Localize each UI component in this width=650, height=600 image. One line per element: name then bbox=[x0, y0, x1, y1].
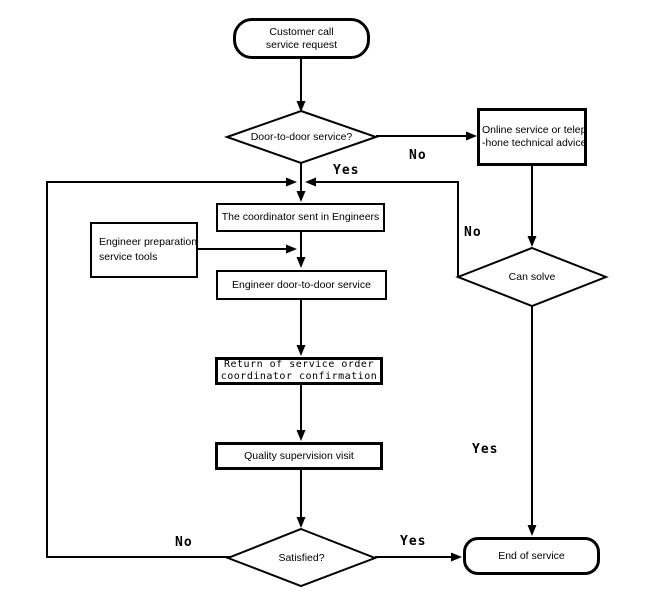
process-quality-visit-label: Quality supervision visit bbox=[244, 449, 354, 462]
terminal-start-line2: service request bbox=[265, 38, 338, 51]
arrowhead-door-online bbox=[466, 132, 477, 141]
process-engineer-preparation-line2: service tools bbox=[99, 251, 158, 263]
arrowhead-coordinator-engineer bbox=[297, 257, 306, 268]
process-return-order-line2: coordinator confirmation bbox=[220, 371, 378, 382]
arrowhead-online-cansolve bbox=[528, 236, 537, 247]
decision-can-solve-label: Can solve bbox=[508, 271, 556, 283]
terminal-end bbox=[463, 537, 600, 575]
process-return-order bbox=[215, 357, 383, 385]
edge-label-satisfied-yes: Yes bbox=[400, 534, 427, 549]
process-return-order-line1: Return of service order bbox=[224, 359, 374, 370]
process-online-service-line2: -hone technical advice bbox=[482, 137, 587, 149]
decision-satisfied-label: Satisfied? bbox=[278, 551, 325, 564]
arrowhead-satisfied-no-loop bbox=[286, 178, 297, 187]
decision-door-to-door-label: Door-to-door service? bbox=[250, 131, 353, 143]
process-engineer-preparation-line1: Engineer preparation bbox=[99, 236, 198, 248]
process-engineer-service-label: Engineer door-to-door service bbox=[232, 278, 371, 291]
process-coordinator-label: The coordinator sent in Engineers bbox=[221, 211, 380, 223]
process-engineer-service bbox=[216, 270, 387, 300]
edge-label-door-yes: Yes bbox=[333, 163, 360, 178]
arrowhead-door-coordinator bbox=[297, 191, 306, 202]
process-engineer-preparation bbox=[90, 222, 198, 278]
arrowhead-quality-satisfied bbox=[297, 517, 306, 528]
process-online-service-line1: Online service or telep bbox=[482, 124, 587, 136]
terminal-start-line1: Customer call bbox=[269, 25, 334, 38]
edge-label-door-no: No bbox=[409, 148, 427, 163]
arrowhead-satisfied-end bbox=[451, 553, 462, 562]
process-online-service bbox=[477, 108, 587, 166]
process-quality-visit bbox=[215, 442, 383, 470]
arrowhead-cansolve-no-loop bbox=[305, 178, 316, 187]
arrowhead-prep-junction bbox=[286, 245, 297, 254]
edge-label-cansolve-no: No bbox=[464, 225, 482, 240]
arrowhead-engineer-return bbox=[297, 345, 306, 356]
terminal-start bbox=[233, 18, 370, 59]
edge-label-satisfied-no: No bbox=[175, 535, 193, 550]
edge-label-cansolve-yes: Yes bbox=[472, 442, 499, 457]
terminal-end-label: End of service bbox=[498, 549, 565, 562]
process-coordinator bbox=[216, 203, 385, 232]
arrowhead-cansolve-end bbox=[528, 525, 537, 536]
arrowhead-return-quality bbox=[297, 430, 306, 441]
